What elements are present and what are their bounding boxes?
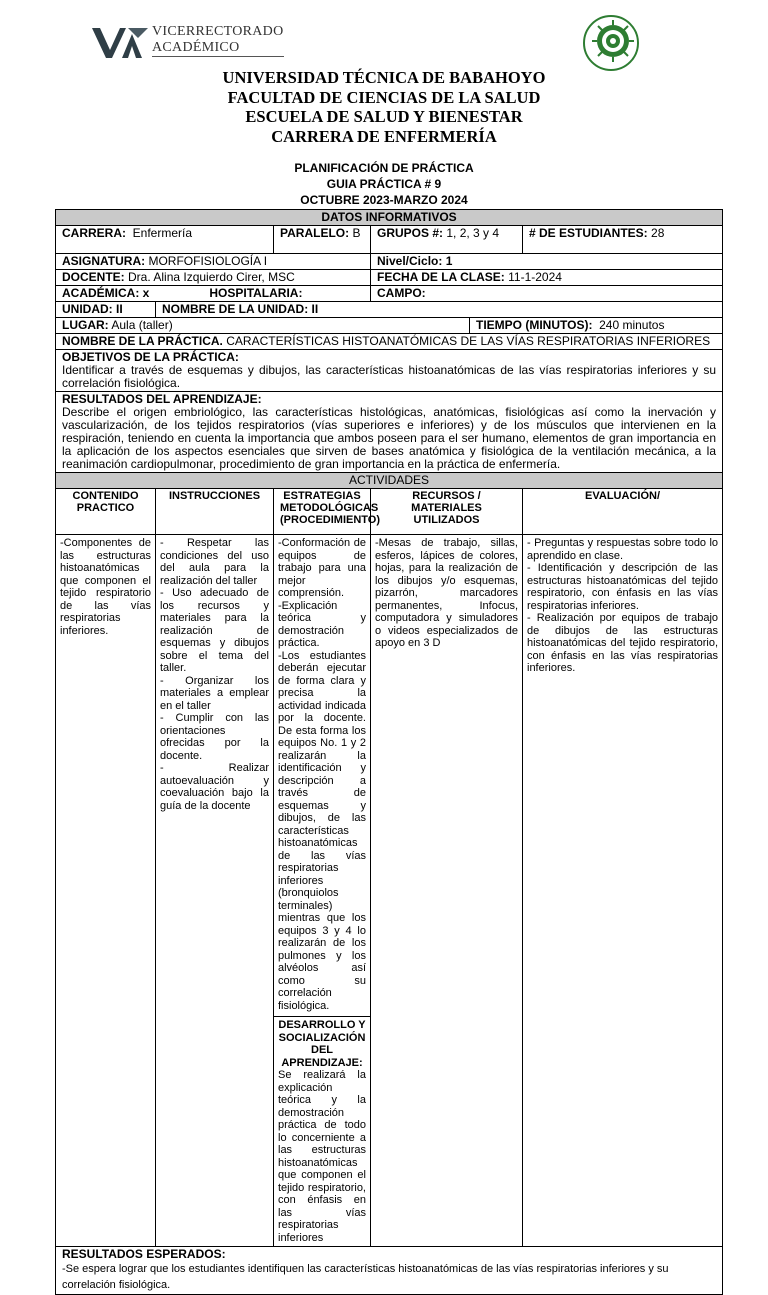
- campo-cell: CAMPO:: [371, 286, 723, 302]
- contenido-cell: -Componentes de las estructuras histoanatómicas que componen el tejido respiratorio de las vías respiratorias inferiores.: [56, 535, 156, 1247]
- nombre-practica-cell: NOMBRE DE LA PRÁCTICA. CARACTERÍSTICAS HISTOANATÓMICAS DE LAS VÍAS RESPIRATORIAS INFERIORES: [56, 334, 723, 350]
- nivel-cell: Nivel/Ciclo: 1: [371, 254, 723, 270]
- actividades-title: ACTIVIDADES: [56, 473, 723, 489]
- unidad-cell: UNIDAD: II: [56, 302, 156, 318]
- instrucciones-cell: - Respetar las condiciones del uso del aula para la realización del taller - Uso adecuado de los recursos y materiales para la realización de esquemas y dibujos sobre el tema del taller. - Organizar los materiales a emplear en el taller - Cumplir con las orientaciones ofrecidas por la docente. - Realizar autoevaluación y coevaluación bajo la guía de la docente: [156, 535, 274, 1247]
- lugar-cell: LUGAR: Aula (taller): [56, 318, 470, 334]
- career-name: CARRERA DE ENFERMERÍA: [271, 126, 497, 146]
- grupos-cell: GRUPOS #: 1, 2, 3 y 4: [371, 226, 523, 254]
- faculty-name: FACULTAD DE CIENCIAS DE LA SALUD: [227, 87, 541, 107]
- va-logo-icon: [92, 24, 148, 60]
- modalidad-cell: ACADÉMICA: x HOSPITALARIA:: [56, 286, 371, 302]
- university-name: UNIVERSIDAD TÉCNICA DE BABAHOYO: [222, 68, 546, 87]
- activities-header-row: [56, 489, 723, 535]
- col-estrategias: ESTRATEGIAS METODOLÓGICAS (PROCEDIMIENTO): [274, 489, 371, 535]
- datos-informativos-title: DATOS INFORMATIVOS: [56, 210, 723, 226]
- plan-title: PLANIFICACIÓN DE PRÁCTICA: [294, 161, 474, 175]
- desarrollo-title: DESARROLLO Y SOCIALIZACIÓN DEL APRENDIZAJE:: [274, 1016, 370, 1069]
- guide-number: GUIA PRÁCTICA # 9: [326, 177, 442, 191]
- tiempo-cell: TIEMPO (MINUTOS): 240 minutos: [470, 318, 723, 334]
- activities-body-row: [56, 535, 723, 1247]
- objetivos-cell: OBJETIVOS DE LA PRÁCTICA: Identificar a través de esquemas y dibujos, las características histoanatómicas de las vías respiratorias inferiores y su correlación fisiológica.: [56, 350, 723, 392]
- evaluacion-cell: - Preguntas y respuestas sobre todo lo aprendido en clase. - Identificación y descripción de las estructuras histoanatómicas del tejido respiratorio, con énfasis en las vías respiratorias inferiores. - Realización por equipos de trabajo de dibujos de las estructuras histoanatómicas del tejido respiratorio, con énfasis en las vías respiratorias inferiores.: [523, 535, 723, 1247]
- plan-period: OCTUBRE 2023-MARZO 2024: [300, 193, 468, 207]
- docente-cell: DOCENTE: Dra. Alina Izquierdo Cirer, MSC: [56, 270, 371, 286]
- paralelo-cell: PARALELO: B: [274, 226, 371, 254]
- recursos-cell: -Mesas de trabajo, sillas, esferos, lápices de colores, hojas, para la realización de los dibujos y/o esquemas, pizarrón, marcadores permanentes, Infocus, computadora y simuladores o videos especializados de apoyo en 3 D: [371, 535, 523, 1247]
- institution-header: [0, 68, 768, 146]
- col-evaluacion: EVALUACIÓN/: [523, 489, 723, 535]
- fecha-cell: FECHA DE LA CLASE: 11-1-2024: [371, 270, 723, 286]
- seal-icon: [582, 14, 640, 72]
- asignatura-cell: ASIGNATURA: MORFOFISIOLOGÍA I: [56, 254, 371, 270]
- practice-plan-table: [55, 209, 723, 1295]
- estudiantes-cell: # DE ESTUDIANTES: 28: [523, 226, 723, 254]
- university-seal: [582, 14, 640, 72]
- carrera-cell: CARRERA: Enfermería: [56, 226, 274, 254]
- school-name: ESCUELA DE SALUD Y BIENESTAR: [245, 107, 523, 126]
- nombre-unidad-cell: NOMBRE DE LA UNIDAD: II: [156, 302, 723, 318]
- vicerrectorado-text: VICERRECTORADO ACADÉMICO: [152, 24, 284, 55]
- col-recursos: RECURSOS / MATERIALES UTILIZADOS: [371, 489, 523, 535]
- col-instrucciones: INSTRUCCIONES: [156, 489, 274, 535]
- estrategias-cell: -Conformación de equipos de trabajo para una mejor comprensión. -Explicación teórica y demostración práctica. -Los estudiantes deberán ejecutar de forma clara y precisa la actividad indicada por la docente. De esta forma los equipos No. 1 y 2 realizarán la identificación y descripción a través de esquemas y dibujos, de las características histoanatómicas de las vías respiratorias inferiores (bronquiolos terminales) mientras que los equipos 3 y 4 lo realizarán de los pulmones y los alvéolos así como su correlación fisiológica. DESARROLLO Y SOCIALIZACIÓN DEL APRENDIZAJE: Se realizará la explicación teórica y la demostración práctica de todo lo concerniente a las estructuras histoanatómicas que componen el tejido respiratorio, con énfasis en las vías respiratorias inferiores: [274, 535, 371, 1247]
- desarrollo-text: Se realizará la explicación teórica y la demostración práctica de todo lo concerniente a las estructuras histoanatómicas que componen el tejido respiratorio, con énfasis en las vías respiratorias inferiores: [278, 1069, 366, 1244]
- resultados-aprendizaje-cell: RESULTADOS DEL APRENDIZAJE: Describe el origen embriológico, las características histológicas, anatómicas, fisiológicas así como la inervación y vascularización, de los tejidos respiratorios (vías superiores e inferiores) y de los músculos que intervienen en la respiración, teniendo en cuenta la importancia que ambos poseen para el ser humano, elementos de gran importancia en la aplicación de los aspectos esenciales que sirven de bases anatómica y fisiológica de la ventilación mecánica, a la reanimación cardiopulmonar, procedimiento de gran importancia en la práctica de enfermería.: [56, 392, 723, 473]
- resultados-esperados-cell: RESULTADOS ESPERADOS: -Se espera lograr que los estudiantes identifiquen las características histoanatómicas de las vías respiratorias inferiores y su correlación fisiológica.: [56, 1247, 723, 1295]
- col-contenido: CONTENIDO PRACTICO: [56, 489, 156, 535]
- vicerrectorado-logo: [92, 18, 292, 66]
- plan-header: [0, 160, 768, 208]
